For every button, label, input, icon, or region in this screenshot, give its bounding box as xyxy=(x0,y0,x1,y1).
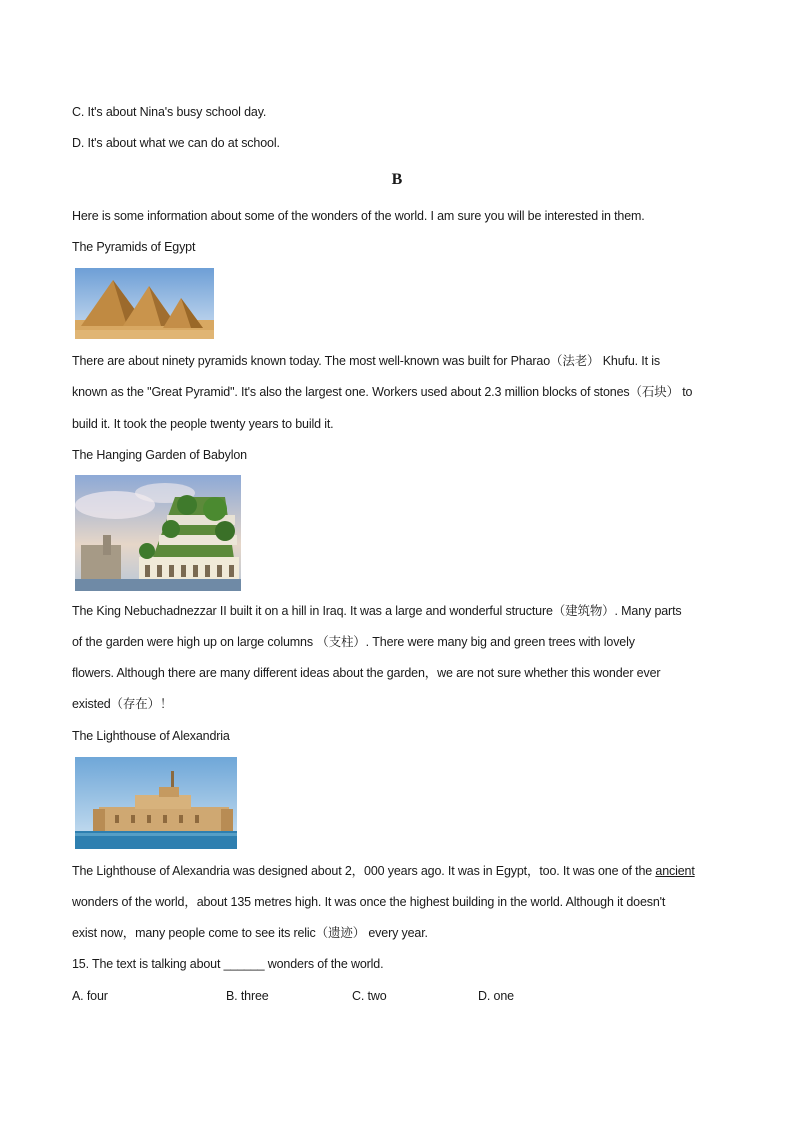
option-c-answer[interactable]: C. two xyxy=(352,989,387,1003)
hanging-garden-photo xyxy=(75,475,241,591)
pyramids-photo xyxy=(75,268,214,339)
lighthouse-fortress-photo xyxy=(75,757,237,849)
paragraph-line: existed（存在）！ xyxy=(72,697,173,711)
paragraph-line: build it. It took the people twenty years to build it. xyxy=(72,417,334,431)
paragraph-line: There are about ninety pyramids known today. The most well-known was built for Pharao（法老） Khufu. It is xyxy=(72,354,660,368)
option-a[interactable]: A. four xyxy=(72,989,108,1003)
paragraph-line: The King Nebuchadnezzar II built it on a hill in Iraq. It was a large and wonderful structure（建筑物）. Many parts xyxy=(72,604,682,618)
intro-text: Here is some information about some of the wonders of the world. I am sure you will be interested in them. xyxy=(72,209,645,223)
option-d: D. It's about what we can do at school. xyxy=(72,136,280,150)
paragraph-line: flowers. Although there are many different ideas about the garden，we are not sure whether this wonder ever xyxy=(72,666,661,680)
option-b[interactable]: B. three xyxy=(226,989,269,1003)
option-c: C. It's about Nina's busy school day. xyxy=(72,105,267,119)
wonder-heading: The Hanging Garden of Babylon xyxy=(72,448,247,462)
paragraph-line: of the garden were high up on large columns （支柱）. There were many big and green trees with lovely xyxy=(72,635,635,649)
paragraph-line: wonders of the world，about 135 metres high. It was once the highest building in the world. Although it doesn't xyxy=(72,895,666,909)
paragraph-text: The Lighthouse of Alexandria was designed about 2，000 years ago. It was in Egypt，too. It was one of the xyxy=(72,864,656,878)
question-stem: 15. The text is talking about ______ wonders of the world. xyxy=(72,957,384,971)
paragraph-line xyxy=(72,863,695,879)
option-d-answer[interactable]: D. one xyxy=(478,989,514,1003)
paragraph-line: known as the "Great Pyramid". It's also the largest one. Workers used about 2.3 million blocks of stones（石块） to xyxy=(72,385,693,399)
wonder-heading: The Lighthouse of Alexandria xyxy=(72,729,230,743)
answer-options xyxy=(72,988,514,1004)
section-title: B xyxy=(391,171,403,188)
paragraph-line: exist now，many people come to see its relic（遗迹） every year. xyxy=(72,926,428,940)
underlined-word: ancient xyxy=(655,864,695,878)
wonder-heading: The Pyramids of Egypt xyxy=(72,240,196,254)
